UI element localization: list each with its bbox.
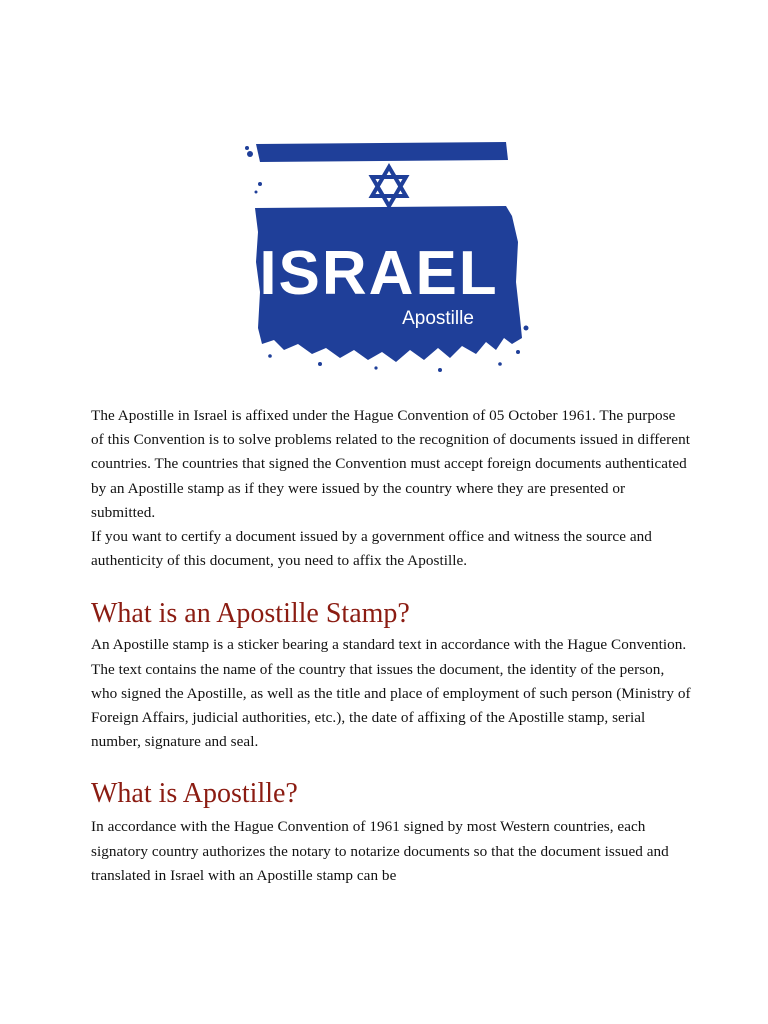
- article-body: [91, 404, 691, 888]
- logo-subtitle-text: Apostille: [402, 308, 474, 329]
- intro-paragraph-1: The Apostille in Israel is affixed under the Hague Convention of 05 October 1961. The purpose of this Convention is to solve problems related to the recognition of documents issued in different countries. The countries that signed the Convention must accept foreign documents authenticated by an Apostille stamp as if they were issued by the country where they are presented or submitted.: [91, 407, 690, 521]
- intro-paragraph-2: If you want to certify a document issued by a government office and witness the source and authenticity of this document, you need to affix the Apostille.: [91, 528, 652, 570]
- star-of-david-icon: [372, 167, 406, 206]
- heading-apostille-stamp: What is an Apostille Stamp?: [91, 598, 410, 630]
- what-is-apostille-paragraph: In accordance with the Hague Convention of 1961 signed by most Western countries, each signatory country authorizes the notary to notarize documents so that the document issued and translated in Israel with an Apostille stamp can be: [91, 818, 669, 884]
- apostille-stamp-paragraph: An Apostille stamp is a sticker bearing a standard text in accordance with the Hague Convention. The text contains the name of the country that issues the document, the identity of the person, who signed the Apostille, as well as the title and place of employment of such person (Ministry of Foreign Affairs, judicial authorities, etc.), the date of affixing of the Apostille stamp, serial number, signature and seal.: [91, 636, 691, 751]
- flag-top-stripe: [256, 142, 508, 162]
- israel-apostille-logo: [200, 92, 560, 392]
- heading-what-is-apostille: What is Apostille?: [91, 778, 298, 810]
- logo-country-text: ISRAEL: [259, 239, 499, 308]
